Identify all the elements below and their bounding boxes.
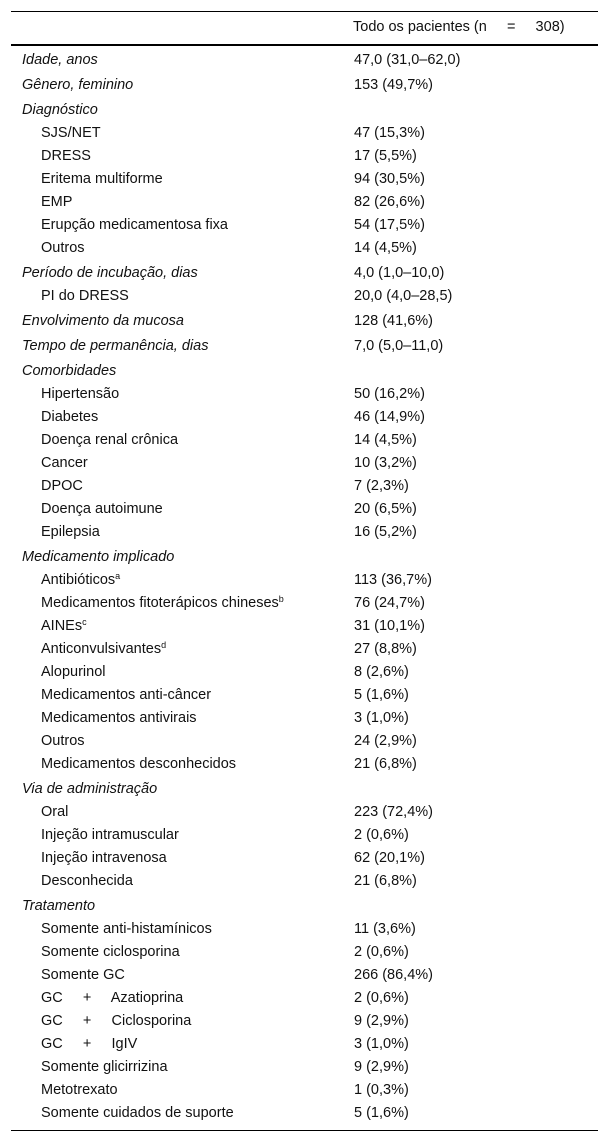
row-label-text: Via de administração <box>22 781 158 797</box>
row-label <box>41 168 163 191</box>
row-label-text: Antibióticos <box>41 572 116 588</box>
row-value: 76 (24,7%) <box>354 595 425 611</box>
row-label-text: Outros <box>41 733 85 749</box>
row-label <box>41 592 284 615</box>
row-label-text: GC + Ciclosporina <box>41 1013 192 1029</box>
row-label-text: GC + IgIV <box>41 1036 138 1052</box>
table-row <box>11 870 598 893</box>
row-label <box>41 285 129 308</box>
row-value: 21 (6,8%) <box>354 873 417 889</box>
row-label <box>41 918 212 941</box>
row-value: 7,0 (5,0–11,0) <box>354 338 444 354</box>
row-label <box>41 638 166 661</box>
row-value: 31 (10,1%) <box>354 618 425 634</box>
row-label <box>41 1010 191 1033</box>
table-row <box>11 168 598 191</box>
row-value: 47,0 (31,0–62,0) <box>354 52 461 68</box>
bottom-rule <box>11 1130 598 1131</box>
row-label <box>41 1056 168 1079</box>
row-value: 82 (26,6%) <box>354 194 425 210</box>
row-label-text: Diagnóstico <box>22 102 98 118</box>
row-label-text: Hipertensão <box>41 386 120 402</box>
row-label-text: Injeção intramuscular <box>41 827 179 843</box>
row-label-text: Somente anti-histamínicos <box>41 921 212 937</box>
footnote-marker: c <box>82 617 87 627</box>
table-section-row <box>11 49 598 72</box>
table-row <box>11 237 598 260</box>
row-value: 50 (16,2%) <box>354 386 425 402</box>
row-label-text: DPOC <box>41 478 83 494</box>
row-value: 113 (36,7%) <box>354 572 432 588</box>
row-label-text: Outros <box>41 240 85 256</box>
row-value: 20,0 (4,0–28,5) <box>354 288 453 304</box>
table-row <box>11 801 598 824</box>
table-section-row <box>11 778 598 801</box>
row-label <box>41 824 179 847</box>
row-label <box>22 546 174 569</box>
row-label <box>41 383 119 406</box>
table-row <box>11 406 598 429</box>
row-label <box>22 74 133 97</box>
row-label-text: Envolvimento da mucosa <box>22 313 184 329</box>
row-label <box>41 615 87 638</box>
row-value: 11 (3,6%) <box>354 921 416 937</box>
row-label <box>41 730 85 753</box>
row-value: 14 (4,5%) <box>354 432 417 448</box>
row-value: 46 (14,9%) <box>354 409 425 425</box>
row-label-text: Somente cuidados de suporte <box>41 1105 234 1121</box>
row-value: 266 (86,4%) <box>354 967 433 983</box>
row-label <box>41 214 228 237</box>
row-label-text: Erupção medicamentosa fixa <box>41 217 228 233</box>
table-row <box>11 145 598 168</box>
row-label <box>22 778 157 801</box>
table-section-row <box>11 360 598 383</box>
row-label <box>41 498 163 521</box>
row-value: 16 (5,2%) <box>354 524 417 540</box>
table-row <box>11 707 598 730</box>
table-row <box>11 1102 598 1125</box>
row-value: 2 (0,6%) <box>354 827 409 843</box>
table-row <box>11 191 598 214</box>
row-value: 7 (2,3%) <box>354 478 409 494</box>
row-label <box>41 452 88 475</box>
row-value: 153 (49,7%) <box>354 77 433 93</box>
table-row <box>11 285 598 308</box>
table-section-row <box>11 546 598 569</box>
table-section-row <box>11 310 598 333</box>
row-label-text: Doença renal crônica <box>41 432 179 448</box>
row-label-text: Medicamentos antivirais <box>41 710 197 726</box>
row-label <box>41 122 101 145</box>
row-value: 20 (6,5%) <box>354 501 417 517</box>
row-value: 27 (8,8%) <box>354 641 417 657</box>
patient-characteristics-table <box>11 11 598 1131</box>
row-value: 3 (1,0%) <box>354 1036 409 1052</box>
table-row <box>11 498 598 521</box>
row-label-text: Tratamento <box>22 898 96 914</box>
table-section-row <box>11 895 598 918</box>
row-label <box>22 360 116 383</box>
table-row <box>11 964 598 987</box>
row-label-text: Epilepsia <box>41 524 100 540</box>
table-row <box>11 684 598 707</box>
footnote-marker: a <box>115 571 121 581</box>
row-label-text: Somente ciclosporina <box>41 944 180 960</box>
row-label <box>22 335 208 358</box>
footnote-marker: d <box>161 640 167 650</box>
row-label <box>41 964 125 987</box>
table-row <box>11 941 598 964</box>
row-label <box>41 1102 234 1125</box>
row-label-text: Tempo de permanência, dias <box>22 338 209 354</box>
row-label-text: Cancer <box>41 455 88 471</box>
table-row <box>11 730 598 753</box>
row-label-text: Injeção intravenosa <box>41 850 167 866</box>
table-section-row <box>11 262 598 285</box>
row-label-text: Oral <box>41 804 69 820</box>
table-row <box>11 569 598 592</box>
table-row <box>11 475 598 498</box>
row-value: 17 (5,5%) <box>354 148 417 164</box>
row-label-text: Desconhecida <box>41 873 133 889</box>
row-label <box>22 49 98 72</box>
row-label-text: Medicamentos desconhecidos <box>41 756 237 772</box>
row-value: 9 (2,9%) <box>354 1059 409 1075</box>
row-value: 4,0 (1,0–10,0) <box>354 265 445 281</box>
table-row <box>11 824 598 847</box>
row-value: 94 (30,5%) <box>354 171 425 187</box>
row-value: 47 (15,3%) <box>354 125 425 141</box>
row-label-text: Somente GC <box>41 967 125 983</box>
row-label <box>22 262 198 285</box>
row-value: 3 (1,0%) <box>354 710 409 726</box>
table-row <box>11 429 598 452</box>
table-row <box>11 1056 598 1079</box>
row-label-text: Período de incubação, dias <box>22 265 198 281</box>
row-label-text: Alopurinol <box>41 664 106 680</box>
row-label-text: SJS/NET <box>41 125 101 141</box>
row-value: 14 (4,5%) <box>354 240 417 256</box>
table-row <box>11 592 598 615</box>
row-label <box>41 521 100 544</box>
footnote-marker: b <box>278 594 284 604</box>
row-label <box>41 661 106 684</box>
row-value: 2 (0,6%) <box>354 990 409 1006</box>
row-label <box>41 237 85 260</box>
row-label <box>41 1079 118 1102</box>
row-value: 1 (0,3%) <box>354 1082 409 1098</box>
row-label-text: GC + Azatioprina <box>41 990 184 1006</box>
row-label-text: Medicamentos fitoterápicos chineses <box>41 595 279 611</box>
row-value: 5 (1,6%) <box>354 687 409 703</box>
table-row <box>11 1079 598 1102</box>
row-label-text: Eritema multiforme <box>41 171 163 187</box>
row-label <box>41 475 83 498</box>
row-label-text: Medicamento implicado <box>22 549 175 565</box>
row-label <box>41 145 91 168</box>
table-row <box>11 987 598 1010</box>
row-label <box>41 847 167 870</box>
table-header <box>11 12 598 44</box>
row-label <box>22 895 95 918</box>
table-row <box>11 847 598 870</box>
row-value: 5 (1,6%) <box>354 1105 409 1121</box>
column-header-all-patients: Todo os pacientes (n = 308) <box>353 19 565 35</box>
row-label-text: Idade, anos <box>22 52 98 68</box>
row-label <box>41 1033 137 1056</box>
row-label-text: Metotrexato <box>41 1082 118 1098</box>
row-label <box>41 941 180 964</box>
row-value: 223 (72,4%) <box>354 804 433 820</box>
row-label <box>41 191 72 214</box>
row-value: 8 (2,6%) <box>354 664 409 680</box>
row-label <box>41 569 120 592</box>
row-label-text: EMP <box>41 194 73 210</box>
row-label-text: Diabetes <box>41 409 99 425</box>
row-value: 62 (20,1%) <box>354 850 425 866</box>
row-label <box>22 99 98 122</box>
table-row <box>11 753 598 776</box>
row-label-text: Doença autoimune <box>41 501 163 517</box>
row-value: 21 (6,8%) <box>354 756 417 772</box>
row-label <box>41 753 236 776</box>
table-row <box>11 615 598 638</box>
table-section-row <box>11 335 598 358</box>
table-section-row <box>11 74 598 97</box>
row-label-text: Comorbidades <box>22 363 117 379</box>
table-row <box>11 452 598 475</box>
row-label <box>41 870 133 893</box>
row-label-text: Anticonvulsivantes <box>41 641 162 657</box>
row-label-text: PI do DRESS <box>41 288 129 304</box>
table-row <box>11 1010 598 1033</box>
row-label <box>41 707 197 730</box>
table-row <box>11 638 598 661</box>
row-label-text: Somente glicirrizina <box>41 1059 168 1075</box>
row-label <box>41 684 211 707</box>
row-value: 9 (2,9%) <box>354 1013 409 1029</box>
row-label-text: Gênero, feminino <box>22 77 134 93</box>
table-section-row <box>11 99 598 122</box>
row-value: 10 (3,2%) <box>354 455 417 471</box>
row-label <box>41 406 98 429</box>
table-row <box>11 521 598 544</box>
row-value: 24 (2,9%) <box>354 733 417 749</box>
row-value: 54 (17,5%) <box>354 217 425 233</box>
table-row <box>11 918 598 941</box>
row-label-text: DRESS <box>41 148 91 164</box>
table-row <box>11 122 598 145</box>
table-body <box>11 46 598 1130</box>
table-row <box>11 661 598 684</box>
row-value: 128 (41,6%) <box>354 313 433 329</box>
table-row <box>11 1033 598 1056</box>
row-label <box>41 429 178 452</box>
row-label <box>41 987 183 1010</box>
row-label-text: AINEs <box>41 618 83 634</box>
row-value: 2 (0,6%) <box>354 944 409 960</box>
row-label <box>22 310 184 333</box>
table-row <box>11 383 598 406</box>
table-row <box>11 214 598 237</box>
row-label <box>41 801 68 824</box>
row-label-text: Medicamentos anti-câncer <box>41 687 212 703</box>
